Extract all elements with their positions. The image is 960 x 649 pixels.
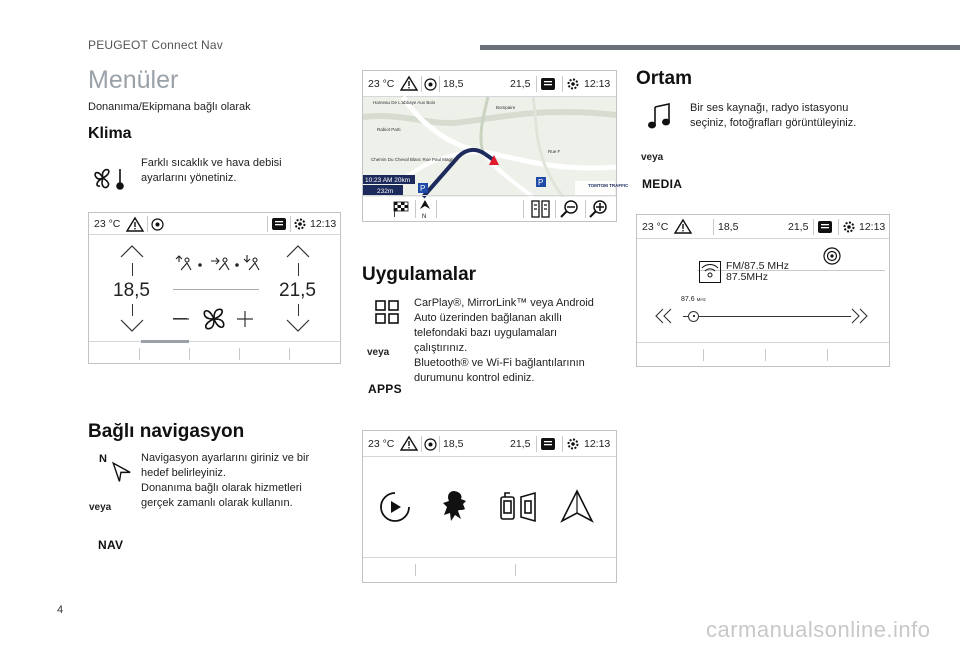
status-bar — [89, 213, 340, 235]
zoom-in-icon[interactable] — [589, 200, 609, 218]
map-layers-icon[interactable] — [531, 200, 551, 218]
svg-text:P: P — [538, 178, 544, 187]
peugeot-lion-icon[interactable] — [441, 489, 469, 523]
climate-icon — [92, 165, 126, 191]
station-icon — [699, 261, 721, 283]
svg-text:N: N — [422, 214, 427, 220]
status-time: 12:13 — [584, 78, 611, 90]
media-heading: Ortam — [636, 68, 692, 89]
map-toolbar — [363, 195, 616, 221]
svg-text:P: P — [420, 184, 426, 193]
map-distance-badge: 232m — [377, 188, 394, 195]
frequency-label: 87.6 MHz — [681, 296, 706, 303]
apps-heading: Uygulamalar — [362, 264, 477, 285]
map-place-4: Chemin Du Cheval Blanc Rue Paul Magnet — [371, 157, 458, 162]
page-number: 4 — [57, 604, 64, 616]
zoom-out-icon[interactable] — [560, 200, 580, 218]
media-description: Bir ses kaynağı, radyo istasyonu seçiniz, fotoğrafları görüntüleyiniz. — [690, 102, 857, 129]
status-temp: 23 °C — [94, 218, 121, 230]
climate-bottom-tabs[interactable] — [89, 341, 340, 363]
status-temp: 23 °C — [642, 221, 669, 233]
klima-description: Farklı sıcaklık ve hava debisi ayarlarını yönetiniz. — [141, 157, 282, 184]
right-temp-up-icon[interactable] — [286, 244, 310, 258]
header-bar — [480, 45, 960, 50]
connected-icon[interactable] — [424, 78, 437, 91]
apps-button-label: APPS — [368, 382, 402, 396]
seek-forward-icon[interactable] — [851, 308, 875, 324]
status-temp: 23 °C — [368, 78, 395, 90]
fan-icon[interactable] — [199, 304, 229, 334]
map-place-5: Rue F — [548, 149, 561, 154]
apps-grid-icon — [375, 300, 399, 324]
message-icon[interactable] — [272, 218, 286, 230]
settings-icon[interactable] — [842, 220, 856, 234]
frequency-track[interactable] — [683, 316, 851, 317]
status-time: 12:13 — [584, 438, 611, 450]
watermark: carmanualsonline.info — [706, 617, 931, 642]
svg-text:N: N — [99, 453, 107, 465]
settings-icon[interactable] — [566, 437, 580, 451]
map-view[interactable] — [363, 97, 629, 197]
klima-heading: Klima — [88, 125, 132, 142]
fan-plus-icon[interactable] — [237, 311, 253, 327]
settings-icon[interactable] — [293, 217, 307, 231]
map-place-2: Bompaire — [496, 105, 516, 110]
status-left: 18,5 — [443, 78, 464, 90]
right-temp-value: 21,5 — [279, 280, 316, 301]
warning-icon[interactable] — [400, 436, 418, 451]
message-icon[interactable] — [541, 78, 555, 90]
apps-description: CarPlay®, MirrorLink™ veya Android Auto üzerinden bağlanan akıllı telefondaki bazı uygulamaları çalıştırınız. Bluetooth® ve Wi-Fi bağlantılarının durumunu kontrol ediniz. — [414, 297, 594, 384]
status-bar — [363, 431, 616, 457]
air-distribution-icons[interactable] — [173, 253, 263, 273]
media-button-label: MEDIA — [642, 177, 683, 191]
navigation-heading: Bağlı navigasyon — [88, 421, 245, 442]
page-subtitle: Donanıma/Ekipmana bağlı olarak — [88, 101, 251, 113]
left-temp-value: 18,5 — [113, 280, 150, 301]
north-arrow-icon[interactable] — [419, 199, 431, 219]
settings-icon[interactable] — [566, 77, 580, 91]
left-temp-down-icon[interactable] — [120, 319, 144, 333]
status-right: 21,5 — [788, 221, 809, 233]
map-place-3: Rabiot Parti — [377, 127, 401, 132]
map-screen — [362, 70, 629, 222]
status-time: 12:13 — [859, 221, 886, 233]
warning-icon[interactable] — [126, 217, 144, 232]
radio-screen — [636, 214, 890, 367]
mirror-screen-icon[interactable] — [499, 491, 539, 523]
map-time-badge: 10:23 AM 20km — [365, 177, 411, 184]
apps-screen — [362, 430, 617, 583]
station-info: FM/87.5 MHz 87.5MHz — [726, 260, 790, 283]
status-time: 12:13 — [310, 218, 337, 230]
seek-back-icon[interactable] — [655, 308, 679, 324]
status-bar — [363, 71, 616, 97]
map-place-1: Hameau De L'abbaye Aux Bois — [373, 100, 436, 105]
navigation-icon — [99, 451, 127, 481]
carplay-icon[interactable] — [379, 491, 411, 523]
navigation-description: Navigasyon ayarlarını giriniz ve bir hedef belirleyiniz. Donanıma bağlı olarak hizmetleri gerçek zamanlı olarak kullanın. — [141, 452, 310, 509]
radio-source-icon[interactable] — [823, 247, 841, 265]
left-temp-up-icon[interactable] — [120, 244, 144, 258]
fan-minus-icon[interactable] — [173, 311, 189, 327]
connected-icon[interactable] — [424, 438, 437, 451]
status-bar — [637, 215, 889, 239]
status-temp: 23 °C — [368, 438, 395, 450]
radio-bottom-tabs[interactable] — [637, 342, 889, 366]
header-title: PEUGEOT Connect Nav — [88, 38, 223, 52]
music-note-icon — [648, 103, 672, 129]
warning-icon[interactable] — [674, 219, 692, 234]
right-temp-down-icon[interactable] — [286, 319, 310, 333]
message-icon[interactable] — [541, 438, 555, 450]
media-or-label: veya — [641, 152, 664, 163]
page-title: Menüler — [88, 66, 179, 94]
checkered-flag-icon[interactable] — [393, 201, 409, 217]
connected-icon[interactable] — [151, 218, 164, 231]
status-right: 21,5 — [510, 438, 531, 450]
nav-button-label: NAV — [98, 538, 124, 552]
navigation-or-label: veya — [89, 502, 112, 513]
status-right: 21,5 — [510, 78, 531, 90]
climate-screen — [88, 212, 341, 364]
android-auto-icon[interactable] — [560, 489, 594, 523]
message-icon[interactable] — [818, 221, 832, 233]
status-left: 18,5 — [718, 221, 739, 233]
status-left: 18,5 — [443, 438, 464, 450]
apps-or-label: veya — [367, 347, 390, 358]
warning-icon[interactable] — [400, 76, 418, 91]
apps-bottom-tabs[interactable] — [363, 557, 616, 582]
map-traffic-logo: TOMTOM TRAFFIC — [588, 183, 629, 188]
